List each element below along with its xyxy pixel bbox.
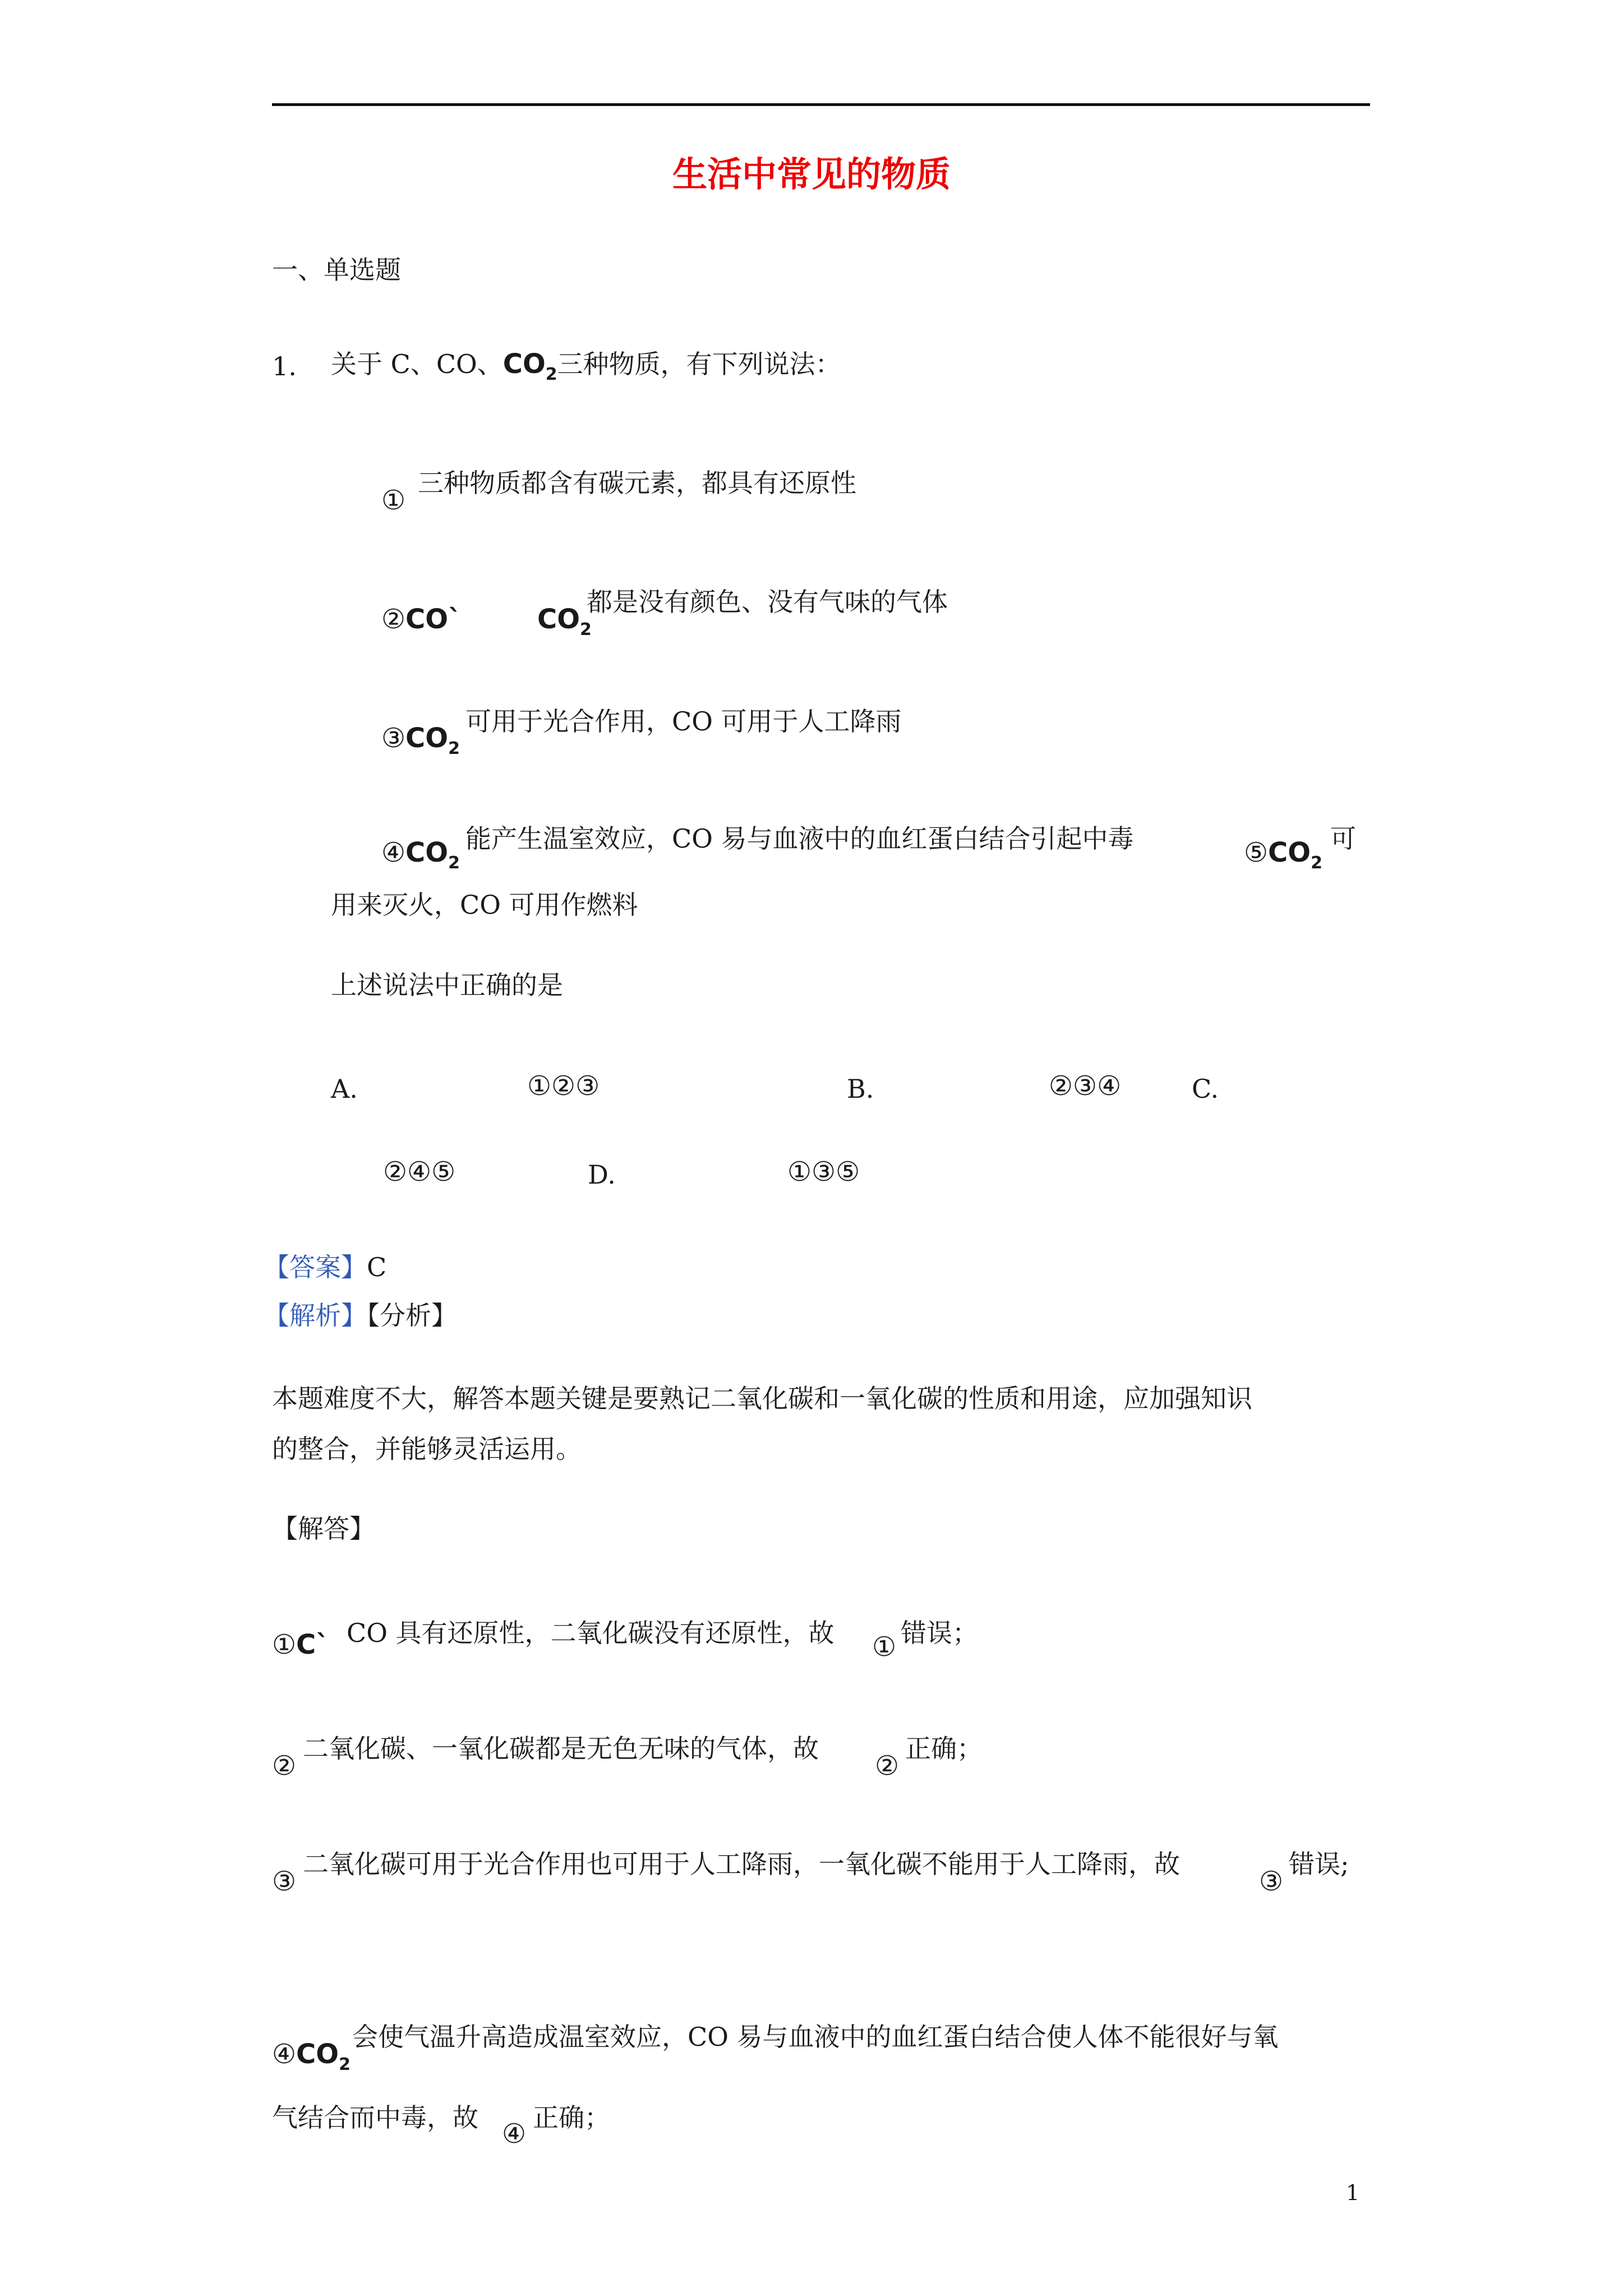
solution-2-circle-2: ② [875,1750,900,1782]
statement-3-text: 可用于光合作用，CO 可用于人工降雨 [465,706,902,737]
option-d-label: D. [588,1159,616,1190]
solution-4-circle-2: ④ [502,2118,527,2150]
option-c-value: ②④⑤ [383,1156,456,1188]
solution-3-circle-2: ③ [1259,1866,1284,1897]
solution-3-circle: ③ [272,1866,297,1897]
solution-4-text: 会使气温升高造成温室效应，CO 易与血液中的血红蛋白结合使人体不能很好与氧 [352,2022,1279,2052]
option-d-value: ①③⑤ [787,1156,860,1188]
analysis-text-line1: 本题难度不大，解答本题关键是要熟记二氧化碳和一氧化碳的性质和用途，应加强知识 [272,1383,1252,1414]
statement-4-lead: $④CO_2$ [381,837,460,873]
section-heading: 一、单选题 [272,255,401,285]
answer-value: C [367,1252,387,1282]
statement-2-co2: $CO_2$ [537,604,592,639]
solution-1-lead: ①C` [272,1629,330,1660]
page-title: 生活中常见的物质 [672,154,951,195]
question-number: 1. [272,351,297,381]
analysis-text-line2: 的整合，并能够灵活运用。 [272,1434,582,1464]
solution-3-text: 二氧化碳可用于光合作用也可用于人工降雨，一氧化碳不能用于人工降雨，故 [303,1849,1180,1879]
solution-2-circle: ② [272,1750,297,1782]
statement-1-circle: ① [381,485,406,516]
co2-formula: $CO_2$ [502,348,557,384]
solution-3-end: 错误; [1289,1849,1349,1879]
analysis-label: 【解析】 [264,1300,367,1331]
statement-2-lead: ②CO` [381,604,462,635]
statement-3-lead: $③CO_2$ [381,723,460,758]
solution-4-line2: 气结合而中毒，故 [272,2102,478,2133]
solution-4-lead: $④CO_2$ [272,2039,351,2074]
statement-1-text: 三种物质都含有碳元素，都具有还原性 [418,468,856,498]
header-rule [272,103,1370,106]
statement-5-lead: $⑤CO_2$ [1244,837,1322,873]
answer-line [264,1254,386,1280]
option-b-value: ②③④ [1049,1070,1122,1102]
option-a-value: ①②③ [527,1070,600,1102]
statement-5-text-b: 用来灭火，CO 可用作燃料 [331,890,638,920]
solution-label: 【解答】 [272,1513,375,1544]
solution-1-end: 错误； [901,1618,978,1648]
statement-2-text: 都是没有颜色、没有气味的气体 [587,587,948,617]
solution-1-text: CO 具有还原性，二氧化碳没有还原性，故 [347,1618,834,1648]
statement-5-text-a: 可 [1330,823,1356,854]
question-prompt: 上述说法中正确的是 [331,970,563,1000]
option-a-label: A. [331,1074,358,1104]
answer-label: 【答案】 [264,1252,367,1282]
option-c-label: C. [1192,1074,1219,1104]
solution-1-circle: ① [872,1631,897,1663]
page-number: 1 [1346,2180,1360,2205]
statement-4-text: 能产生温室效应，CO 易与血液中的血红蛋白结合引起中毒 [465,823,1134,854]
question-stem [331,348,841,384]
solution-2-end: 正确； [905,1733,983,1764]
solution-4-end: 正确； [533,2102,610,2133]
analysis-sub-label: 【分析】 [367,1300,457,1331]
option-b-label: B. [847,1074,874,1104]
stem-after: 三种物质，有下列说法： [557,349,841,379]
solution-2-text: 二氧化碳、一氧化碳都是无色无味的气体，故 [303,1733,819,1764]
analysis-header [264,1300,457,1331]
stem-before: 关于 C、CO、 [331,349,503,379]
